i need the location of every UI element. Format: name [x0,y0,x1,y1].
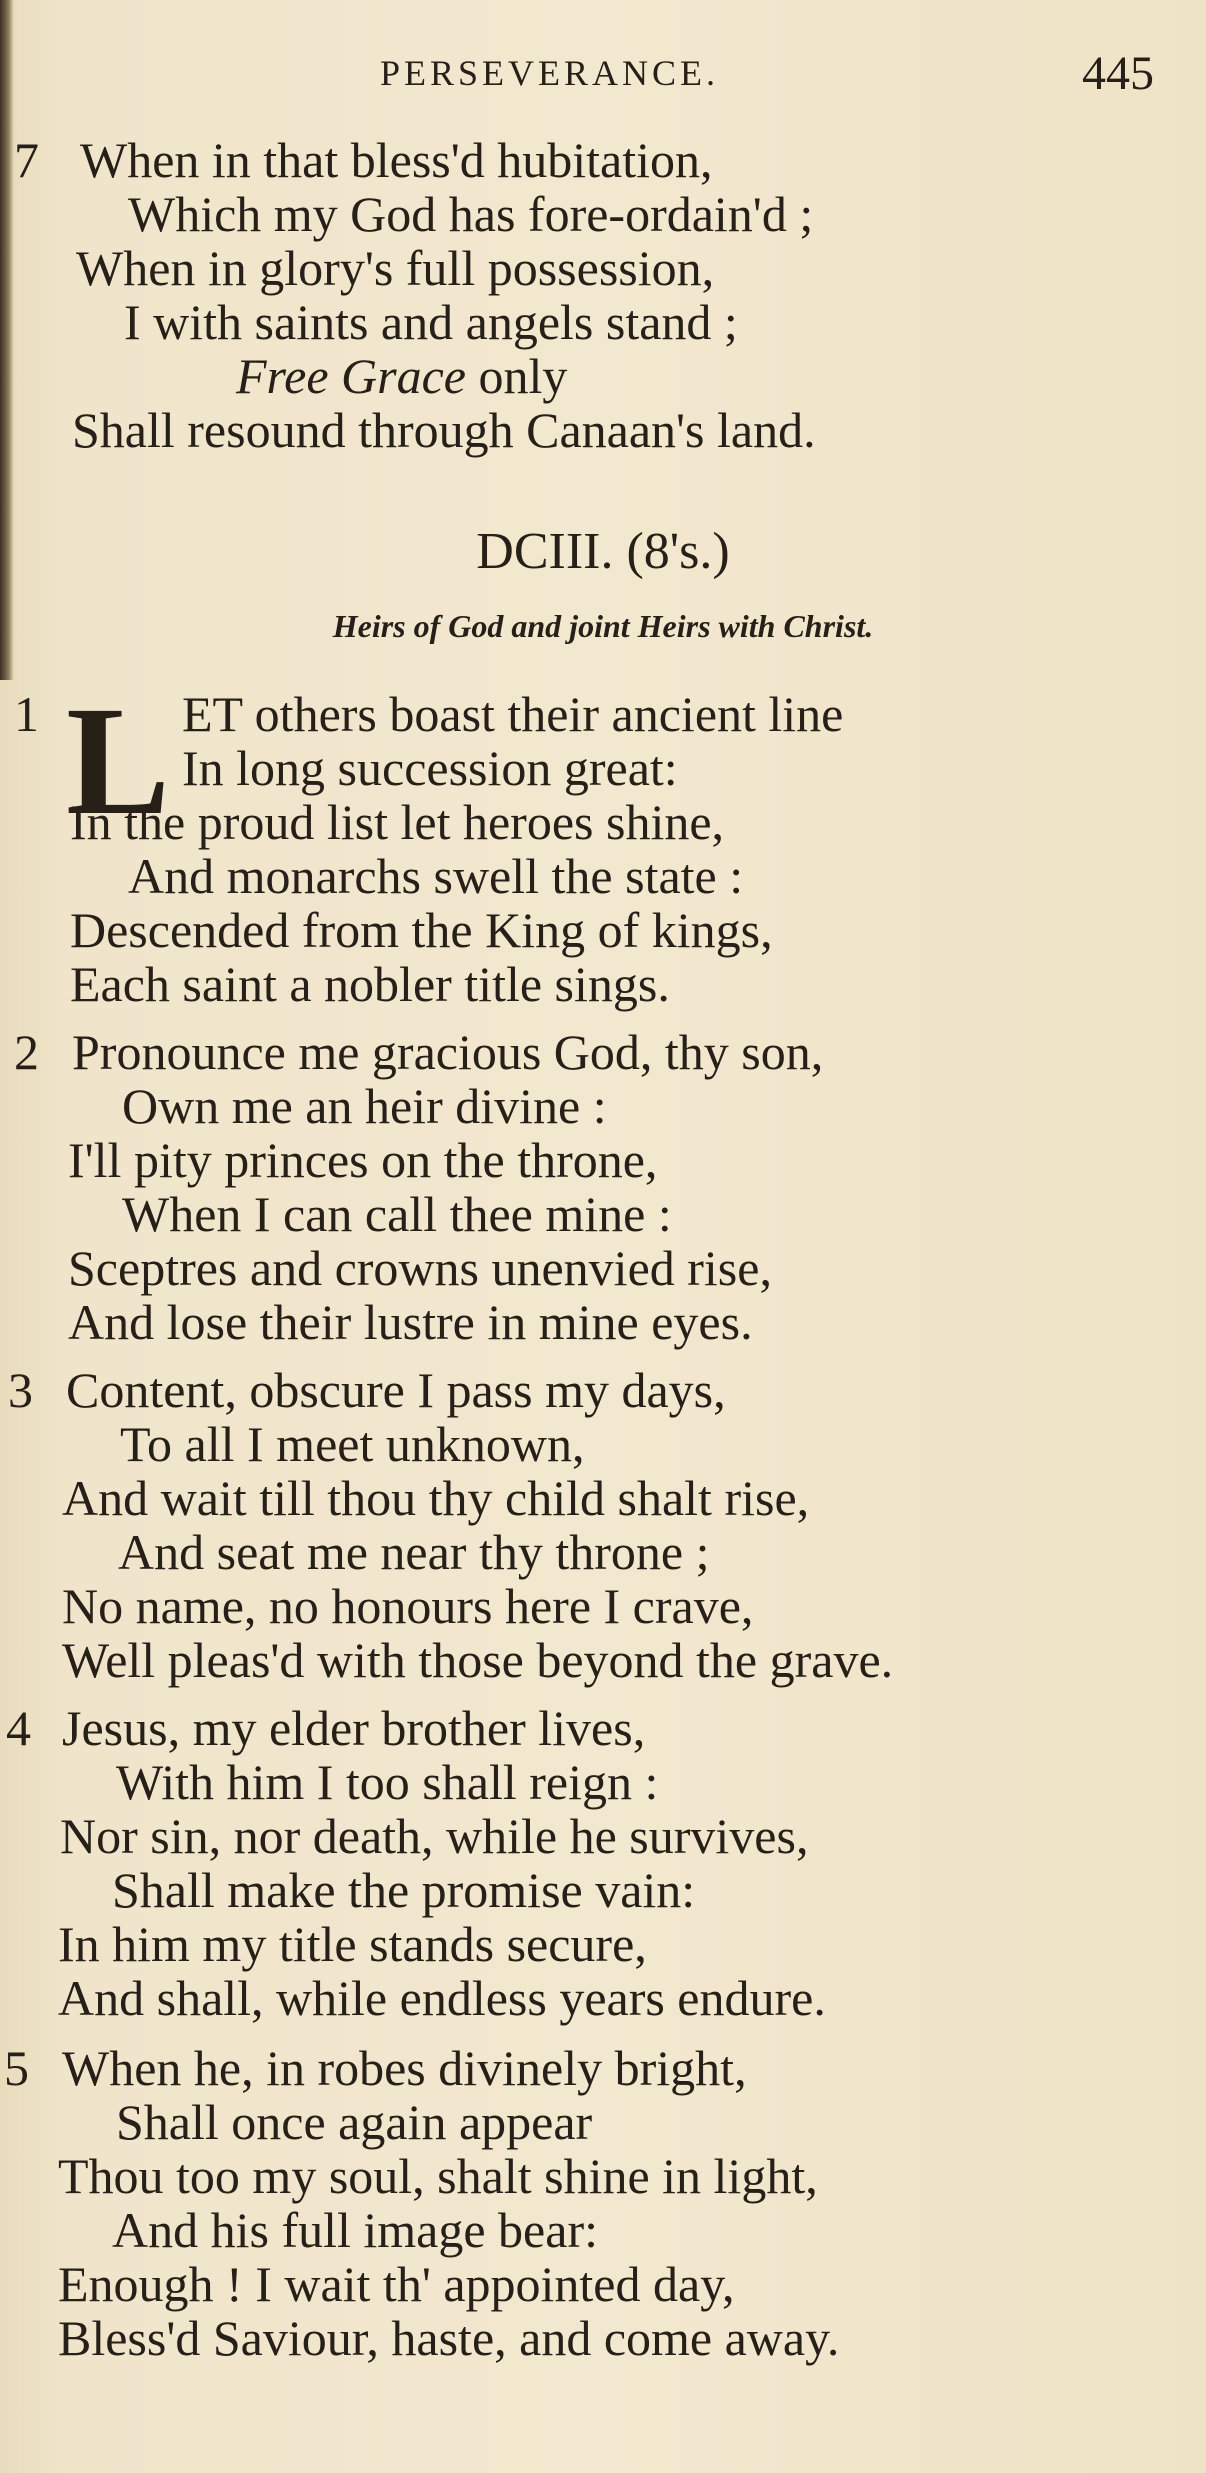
running-head: PERSEVERANCE. [380,53,720,93]
verse-line: When he, in robes divinely bright, [62,2040,747,2096]
verse-line: In long succession great: [182,740,678,796]
verse-number: 7 [14,132,39,188]
verse-line: And shall, while endless years endure. [58,1970,826,2026]
verse-line: I with saints and angels stand ; [124,294,738,350]
verse-line: Descended from the King of kings, [70,902,773,958]
verse-line [236,348,567,404]
verse-number: 3 [8,1362,33,1418]
verse-line: Each saint a nobler title sings. [70,956,670,1012]
verse-line: With him I too shall reign : [116,1754,659,1810]
hymn-subtitle: Heirs of God and joint Heirs with Christ. [332,608,874,644]
verse-line: ET others boast their ancient line [182,686,844,742]
verse-line: Jesus, my elder brother lives, [62,1700,646,1756]
verse-line: Sceptres and crowns unenvied rise, [68,1240,772,1296]
verse-number: 4 [6,1700,31,1756]
verse-line: Well pleas'd with those beyond the grave. [62,1632,894,1688]
verse-line: Enough ! I wait th' appointed day, [58,2256,735,2312]
italic-phrase: Free Grace [236,348,466,404]
verse-line: In the proud list let heroes shine, [70,794,725,850]
verse-line: Own me an heir divine : [122,1078,607,1134]
hymn-title: DCIII. (8's.) [476,523,730,580]
verse-line: And lose their lustre in mine eyes. [68,1294,753,1350]
verse-line: And his full image bear: [112,2202,598,2258]
page-number: 445 [1082,47,1154,100]
verse-line: Shall once again appear [116,2094,593,2150]
verse-number: 1 [14,686,39,742]
verse-line: And wait till thou thy child shalt rise, [62,1470,810,1526]
verse-line: When in that bless'd hubitation, [80,132,713,188]
verse-line: Shall resound through Canaan's land. [72,402,816,458]
drop-cap: L [66,674,171,847]
phrase-rest: only [465,348,568,404]
page-header [0,40,1206,110]
verse-line: And seat me near thy throne ; [118,1524,710,1580]
verse-line: To all I meet unknown, [120,1416,585,1472]
verse-line: Thou too my soul, shalt shine in light, [58,2148,818,2204]
verse-line: No name, no honours here I crave, [62,1578,754,1634]
verse-line: And monarchs swell the state : [128,848,744,904]
verse-line: When I can call thee mine : [122,1186,672,1242]
verse-line: Nor sin, nor death, while he survives, [60,1808,809,1864]
verse-line: Bless'd Saviour, haste, and come away. [58,2310,840,2366]
verse-line: When in glory's full possession, [76,240,715,296]
verse-line: Shall make the promise vain: [112,1862,696,1918]
verse-line: In him my title stands secure, [58,1916,647,1972]
verse-line: Content, obscure I pass my days, [66,1362,726,1418]
verse-number: 2 [14,1024,39,1080]
verse-line: Pronounce me gracious God, thy son, [72,1024,824,1080]
verse-line: Which my God has fore-ordain'd ; [128,186,814,242]
verse-number: 5 [4,2040,29,2096]
verse-line: I'll pity princes on the throne, [68,1132,658,1188]
